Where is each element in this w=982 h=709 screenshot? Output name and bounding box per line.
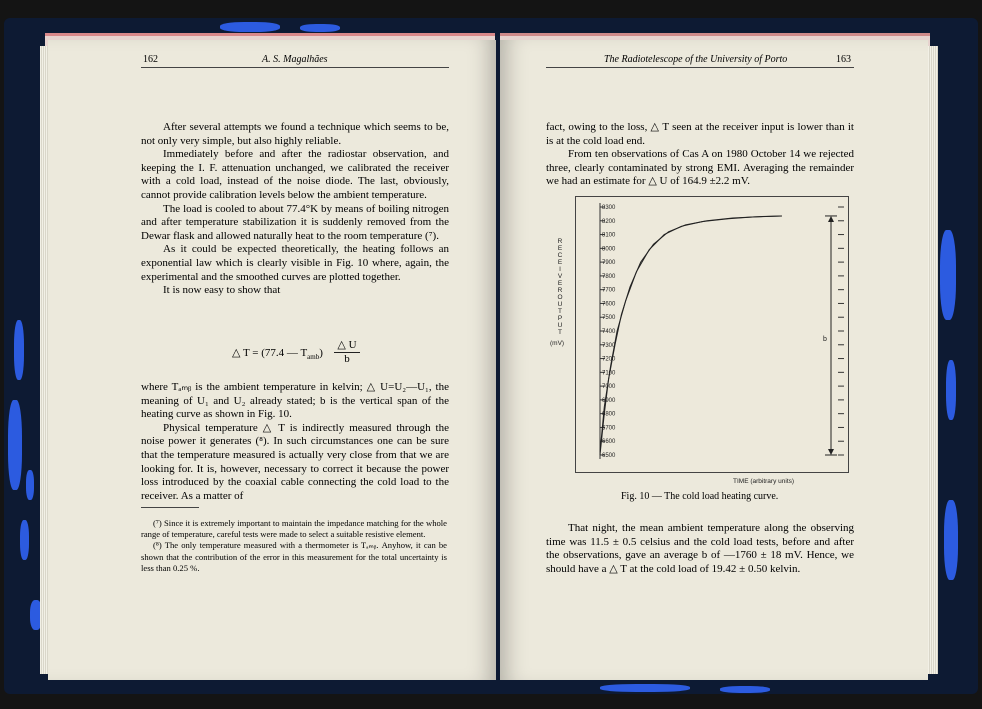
cover-speck — [600, 684, 690, 692]
cover-speck — [946, 360, 956, 420]
formula-rhs: ) — [319, 347, 323, 359]
paragraph: From ten observations of Cas A on 1980 October 14 we rejected three, clearly contaminated by strong EMI. Averaging the remainder we had an estimate for △ U of 164.9 ±2.2 mV. — [546, 148, 854, 188]
y-tick-label: 6600 — [602, 439, 616, 446]
y-tick-label: 7200 — [602, 356, 616, 363]
footnotes — [141, 518, 447, 574]
left-body-text — [141, 121, 449, 298]
left-running-head: A. S. Magalhães — [262, 54, 328, 65]
y-tick-label: 8100 — [602, 232, 616, 239]
span-arrow-up — [828, 216, 834, 222]
paragraph: The load is cooled to about 77.4°K by means of boiling nitrogen and after temperature stabilization it is suddenly removed from the Dewar flask and allowed naturally heat to the room temperature (⁷). — [141, 202, 449, 242]
left-body-text-2 — [141, 381, 449, 503]
chart-svg — [576, 197, 848, 472]
y-tick-label: 7800 — [602, 273, 616, 280]
y-tick-label: 7500 — [602, 315, 616, 322]
right-body-text-2 — [546, 522, 854, 576]
footnote-rule — [141, 507, 199, 508]
y-axis-unit-label: (mV) — [550, 340, 565, 347]
paragraph: Immediately before and after the radiostar observation, and keeping the I. F. attenuation unchanged, we calibrated the receiver with a cold load, instead of the noise diode. The last, obviously, cannot provide calibration levels below the ambient temperature. — [141, 148, 449, 201]
cover-speck — [944, 500, 958, 580]
cover-speck — [940, 230, 956, 320]
y-tick-label: 6700 — [602, 425, 616, 432]
cover-speck — [220, 22, 280, 32]
y-tick-label: 7300 — [602, 342, 616, 349]
left-page-number: 162 — [143, 54, 158, 65]
y-tick-label: 7700 — [602, 287, 616, 294]
formula-sub: amb — [307, 353, 320, 362]
cover-speck — [300, 24, 340, 32]
footnote: (⁷) Since it is extremely important to maintain the impedance matching for the whole range of temperature, careful tests were made to select a suitable resistive element. — [141, 518, 447, 540]
series-line-1 — [600, 216, 782, 455]
formula-denominator: b — [344, 353, 350, 365]
y-tick-label: 6800 — [602, 411, 616, 418]
paragraph: where Tₐₘᵦ is the ambient temperature in kelvin; △ U=U₂—U₁, the meaning of U₁ and U₂ already stated; b is the vertical span of the heating curve as shown in Fig. 10. — [141, 381, 449, 421]
cover-speck — [8, 400, 22, 490]
right-body-text — [546, 121, 854, 189]
y-tick-label: 6500 — [602, 453, 616, 459]
paragraph: That night, the mean ambient temperature along the observing time was 11.5 ± 0.5 celsius and the cold load tests, before and after the observations, gave an average b of —1760 ± 18 mV. Hence, we should have a △ T at the cold load of 19.42 ± 0.50 kelvin. — [546, 522, 854, 575]
figure-caption: Fig. 10 — The cold load heating curve. — [621, 491, 779, 502]
paragraph: After several attempts we found a technique which seems to be, not only very simple, but also highly reliable. — [141, 121, 449, 147]
paragraph: It is now easy to show that — [163, 284, 281, 297]
cover-speck — [20, 520, 29, 560]
series-line-2 — [600, 216, 782, 452]
span-arrow-down — [828, 449, 834, 455]
y-tick-label: 7400 — [602, 329, 616, 335]
paragraph: fact, owing to the loss, △ T seen at the receiver input is lower than it is at the cold load end. — [546, 121, 854, 147]
paragraph: Physical temperature △ T is indirectly measured through the noise power it generates (⁸). In such circumstances one can be sure that the temperature measured is actually very close from that we are looking for. It is, however, necessary to correct it because the power loss introduced by the coaxial cable connecting the cold load to the receiver. As a matter of — [141, 421, 449, 502]
right-running-head: The Radiotelescope of the University of Porto — [604, 54, 788, 65]
right-head-rule — [546, 67, 854, 68]
cover-speck — [720, 686, 770, 693]
y-tick-label: 7600 — [602, 301, 616, 308]
formula-numerator: △ U — [334, 338, 360, 353]
cover-speck — [14, 320, 24, 380]
heating-curve-chart — [575, 196, 849, 473]
y-tick-label: 8300 — [602, 205, 616, 211]
formula-lhs: △ T = (77.4 — T — [232, 347, 308, 359]
x-axis-label: TIME (arbitrary units) — [733, 478, 795, 485]
y-tick-label: 7100 — [602, 370, 616, 377]
span-label: b — [823, 336, 827, 343]
y-tick-label: 8000 — [602, 246, 616, 253]
y-tick-label: 6900 — [602, 397, 616, 404]
y-tick-label: 7000 — [602, 384, 616, 391]
footnote: (⁸) The only temperature measured with a thermometer is Tₐₘᵦ. Anyhow, it can be shown that the contribution of the error in this measurement for the total uncertainty is less than 0.25 %. — [141, 540, 447, 573]
y-tick-label: 8200 — [602, 218, 616, 225]
cover-speck — [26, 470, 34, 500]
left-head-rule — [141, 67, 449, 68]
y-axis-label: R E C E I V E R O U T P U T — [557, 238, 563, 336]
paragraph: As it could be expected theoretically, the heating follows an exponential law which is clearly visible in Fig. 10 where, again, the experimental and the smoothed curves are plotted together. — [141, 243, 449, 283]
right-page-number: 163 — [836, 54, 851, 65]
y-tick-label: 7900 — [602, 260, 616, 267]
